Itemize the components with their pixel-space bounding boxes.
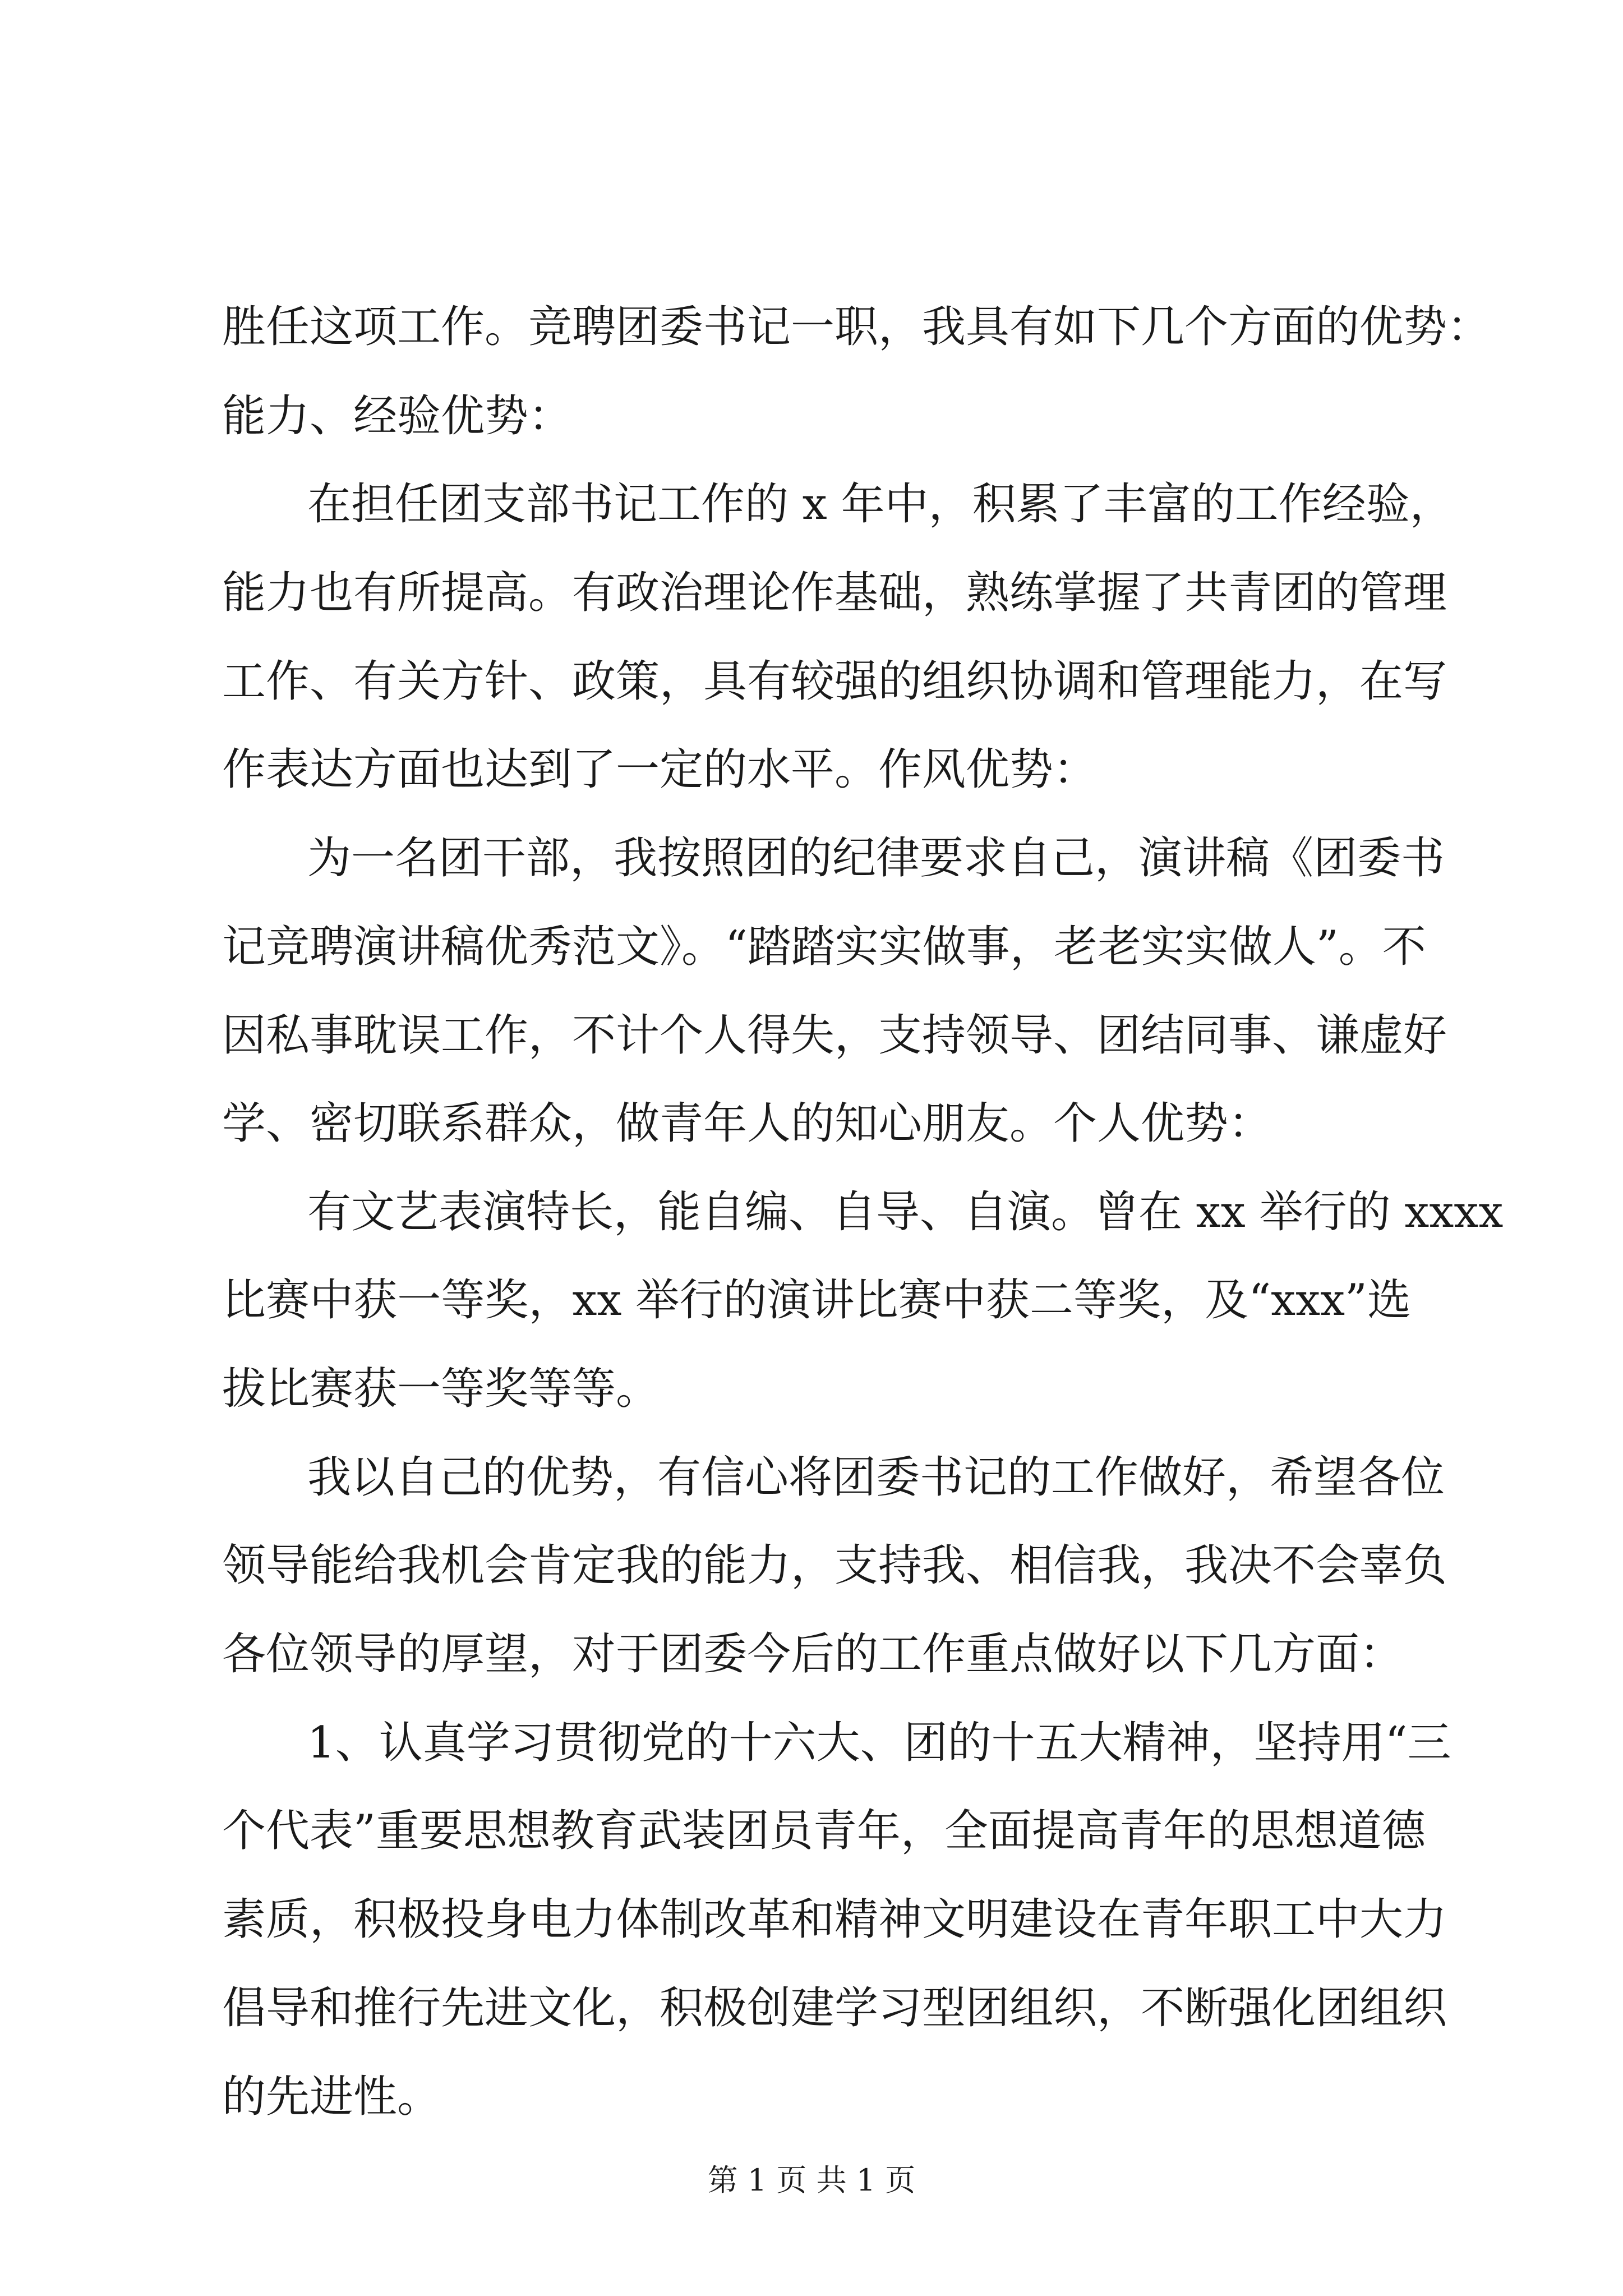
text-line: 能力、经验优势： [222, 391, 573, 441]
text-line: 比赛中获一等奖，xx 举行的演讲比赛中获二等奖，及“xxx”选 [222, 1275, 1411, 1326]
text-line: 记竞聘演讲稿优秀范文》。“踏踏实实做事，老老实实做人”。不 [222, 922, 1426, 972]
text-line: 个代表”重要思想教育武装团员青年，全面提高青年的思想道德 [222, 1806, 1426, 1856]
text-line: 1、认真学习贯彻党的十六大、团的十五大精神，坚持用“三 [307, 1718, 1451, 1768]
text-line: 胜任这项工作。竞聘团委书记一职，我具有如下几个方面的优势： [222, 302, 1491, 352]
page-footer: 第 1 页 共 1 页 [707, 2162, 916, 2198]
text-line: 学、密切联系群众，做青年人的知心朋友。个人优势： [222, 1098, 1272, 1149]
text-line: 因私事耽误工作，不计个人得失，支持领导、团结同事、谦虚好 [222, 1010, 1447, 1061]
text-line: 倡导和推行先进文化，积极创建学习型团组织，不断强化团组织 [222, 1983, 1447, 2033]
text-line: 素质，积极投身电力体制改革和精神文明建设在青年职工中大力 [222, 1894, 1447, 1945]
text-line: 有文艺表演特长，能自编、自导、自演。曾在 xx 举行的 xxxx [307, 1187, 1504, 1237]
text-line: 工作、有关方针、政策，具有较强的组织协调和管理能力，在写 [222, 656, 1447, 707]
text-line: 我以自己的优势，有信心将团委书记的工作做好，希望各位 [307, 1452, 1445, 1503]
text-line: 作表达方面也达到了一定的水平。作风优势： [222, 744, 1098, 795]
text-line: 拔比赛获一等奖等等。 [222, 1364, 660, 1414]
text-line: 能力也有所提高。有政治理论作基础，熟练掌握了共青团的管理 [222, 568, 1447, 618]
text-line: 领导能给我机会肯定我的能力，支持我、相信我，我决不会辜负 [222, 1540, 1447, 1591]
text-line: 为一名团干部，我按照团的纪律要求自己，演讲稿《团委书 [307, 833, 1445, 884]
text-line: 在担任团支部书记工作的 x 年中，积累了丰富的工作经验， [307, 479, 1454, 530]
text-line: 各位领导的厚望，对于团委今后的工作重点做好以下几方面： [222, 1629, 1404, 1680]
text-line: 的先进性。 [222, 2072, 441, 2122]
